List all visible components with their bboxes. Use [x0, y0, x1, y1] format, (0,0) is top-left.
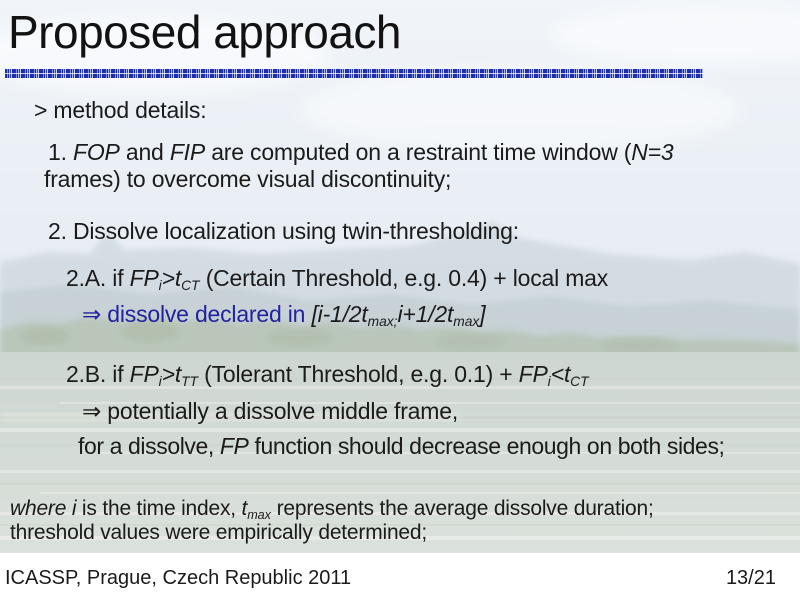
- title-underline-decorative-bar: [5, 69, 703, 78]
- text-segment: (Tolerant Threshold, e.g. 0.1) +: [197, 361, 519, 387]
- footer-conference: ICASSP, Prague, Czech Republic 2011: [5, 567, 352, 589]
- where-i-term: where i: [10, 497, 77, 520]
- subscript-tt: TT: [181, 374, 198, 390]
- subscript-ct: CT: [570, 374, 589, 390]
- text-segment: 1.: [48, 139, 73, 165]
- subscript-i: i: [158, 374, 162, 390]
- text-segment: (Certain Threshold, e.g. 0.4) + local max: [199, 265, 609, 291]
- subscript-max: max;: [367, 314, 398, 330]
- math-term-fp: FP: [219, 433, 249, 459]
- math-term-n: N=3: [631, 139, 674, 165]
- text-segment: function should decrease enough on both sides;: [248, 433, 725, 459]
- math-interval: [i-1/2t: [311, 301, 368, 327]
- math-interval: i+1/2t: [397, 301, 454, 327]
- text-segment: represents the average dissolve duration;: [270, 497, 654, 520]
- text-segment: 2.B. if: [66, 361, 130, 387]
- math-term-t: t: [241, 497, 248, 520]
- note-dissolve: [78, 433, 725, 460]
- math-term-t: <t: [550, 361, 571, 387]
- math-term-fp: FP: [129, 265, 159, 291]
- bullet-1-line-1: [48, 139, 674, 166]
- text-segment: are computed on a restraint time window (: [205, 139, 632, 165]
- text-segment: is the time index,: [76, 497, 242, 520]
- result-2b: [82, 398, 458, 425]
- bullet-2b: [66, 361, 589, 388]
- math-term-fip: FIP: [169, 139, 206, 165]
- text-segment: potentially a dissolve middle frame,: [101, 398, 459, 424]
- subscript-ct: CT: [181, 278, 200, 294]
- text-segment: and: [119, 139, 170, 165]
- footnote-line-1: [10, 497, 654, 521]
- footnote-line-2: threshold values were empirically determined;: [10, 521, 428, 544]
- math-term-fop: FOP: [72, 139, 120, 165]
- subscript-i: i: [158, 278, 162, 294]
- slide-title: Proposed approach: [8, 6, 402, 58]
- subscript-max: max: [247, 507, 271, 522]
- math-term-fp: FP: [518, 361, 548, 387]
- dissolve-declared-text: dissolve declared in: [101, 301, 312, 327]
- implies-arrow-icon: ⇒: [82, 301, 102, 327]
- math-interval: ]: [479, 301, 486, 327]
- bullet-2a: [66, 265, 608, 292]
- math-term-t: >t: [161, 361, 182, 387]
- result-2a: [82, 301, 486, 328]
- math-term-fp: FP: [129, 361, 159, 387]
- subscript-i: i: [547, 374, 551, 390]
- text-segment: for a dissolve,: [78, 433, 220, 459]
- bullet-2: 2. Dissolve localization using twin-thresholding:: [48, 218, 519, 244]
- implies-arrow-icon: ⇒: [82, 398, 102, 424]
- footer-page-number: 13/21: [725, 567, 776, 589]
- bullet-method-details: > method details:: [34, 97, 207, 123]
- math-term-t: >t: [161, 265, 182, 291]
- bullet-1-line-2: frames) to overcome visual discontinuity;: [44, 166, 452, 192]
- text-segment: 2.A. if: [66, 265, 130, 291]
- subscript-max: max: [453, 314, 480, 330]
